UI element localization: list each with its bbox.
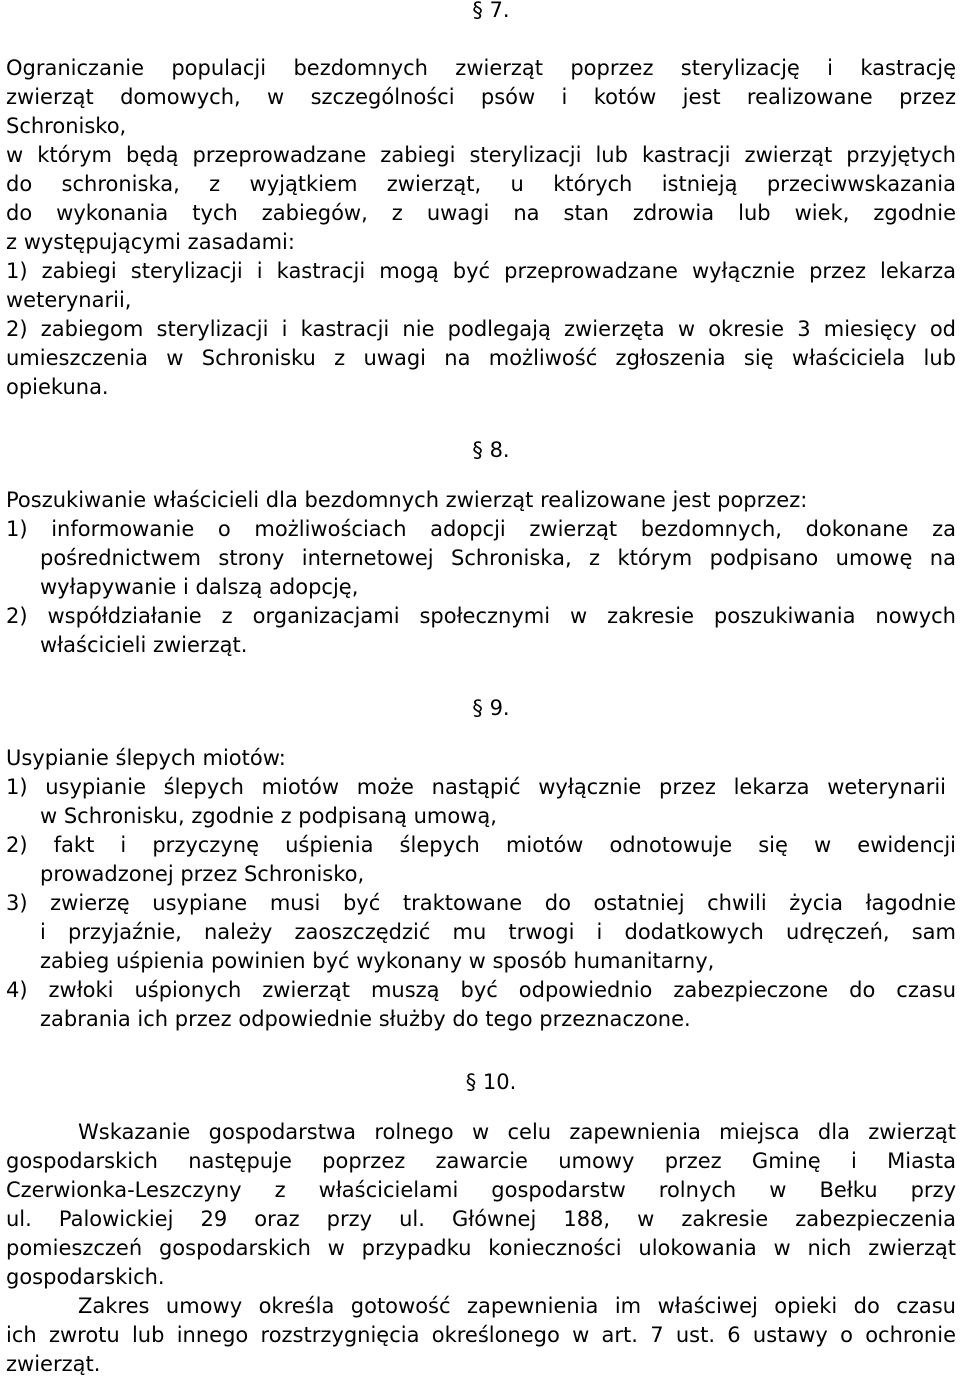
s7-list-item-2: 2) zabiegom sterylizacji i kastracji nie podlegają zwierzęta w okresie 3 miesięcy od <box>6 317 956 341</box>
section-7-title-text: § 7. <box>472 0 510 22</box>
s9-list-item-1-cont: w Schronisku, zgodnie z podpisaną umową, <box>40 804 497 828</box>
s7-line: w którym będą przeprowadzane zabiegi sterylizacji lub kastracji zwierząt przyjętych <box>6 143 956 167</box>
s10-line: ul. Palowickiej 29 oraz przy ul. Głównej 188, w zakresie zabezpieczenia <box>6 1207 956 1231</box>
s9-list-item-3-cont: i przyjaźnie, należy zaoszczędzić mu trwogi i dodatkowych udręczeń, sam <box>40 920 956 944</box>
section-10-body <box>6 1118 956 1379</box>
s10-line: zwierząt. <box>6 1352 101 1376</box>
s8-line: Poszukiwanie właścicieli dla bezdomnych zwierząt realizowane jest poprzez: <box>6 488 808 512</box>
s7-list-item-1-cont: weterynarii, <box>6 288 132 312</box>
s10-line: Czerwionka-Leszczyny z właścicielami gospodarstw rolnych w Bełku przy <box>6 1178 956 1202</box>
s8-list-item-2-cont: właścicieli zwierząt. <box>40 633 248 657</box>
s9-list-item-1: 1) usypianie ślepych miotów może nastąpić wyłącznie przez lekarza weterynarii <box>6 775 946 799</box>
s9-line: Usypianie ślepych miotów: <box>6 746 286 770</box>
section-8-title-text: § 8. <box>472 438 510 462</box>
section-8-title <box>6 436 956 465</box>
s7-list-item-2-cont: umieszczenia w Schronisku z uwagi na możliwość zgłoszenia się właściciela lub <box>6 346 956 370</box>
s10-line: Zakres umowy określa gotowość zapewnienia im właściwej opieki do czasu <box>78 1294 956 1318</box>
s7-line: do schroniska, z wyjątkiem zwierząt, u których istnieją przeciwwskazania <box>6 172 956 196</box>
section-7-title <box>6 0 956 29</box>
section-7-body <box>6 54 956 402</box>
s9-list-item-2-cont: prowadzonej przez Schronisko, <box>40 862 365 886</box>
s10-line: pomieszczeń gospodarskich w przypadku konieczności ulokowania w nich zwierząt <box>6 1236 956 1260</box>
section-9-body <box>6 744 956 1034</box>
s9-list-item-3: 3) zwierzę usypiane musi być traktowane do ostatniej chwili życia łagodnie <box>6 891 956 915</box>
section-9-title-text: § 9. <box>472 696 510 720</box>
s9-list-item-2: 2) fakt i przyczynę uśpienia ślepych miotów odnotowuje się w ewidencji <box>6 833 956 857</box>
section-10-title-text: § 10. <box>465 1070 517 1094</box>
s7-list-item-2-cont: opiekuna. <box>6 375 109 399</box>
s8-list-item-1-cont: wyłapywanie i dalszą adopcję, <box>40 575 359 599</box>
s8-list-item-2: 2) współdziałanie z organizacjami społecznymi w zakresie poszukiwania nowych <box>6 604 956 628</box>
s7-line: do wykonania tych zabiegów, z uwagi na stan zdrowia lub wiek, zgodnie <box>6 201 956 225</box>
section-8-body <box>6 486 956 660</box>
document-page <box>6 0 956 1379</box>
section-10-title <box>6 1068 956 1097</box>
s8-list-item-1: 1) informowanie o możliwościach adopcji zwierząt bezdomnych, dokonane za <box>6 517 956 541</box>
s9-list-item-3-cont: zabieg uśpienia powinien być wykonany w sposób humanitarny, <box>40 949 715 973</box>
s10-line: Wskazanie gospodarstwa rolnego w celu zapewnienia miejsca dla zwierząt <box>78 1120 956 1144</box>
s7-line: Ograniczanie populacji bezdomnych zwierząt poprzez sterylizację i kastrację <box>6 56 956 80</box>
s9-list-item-4-cont: zabrania ich przez odpowiednie służby do tego przeznaczone. <box>40 1007 691 1031</box>
s10-line: ich zwrotu lub innego rozstrzygnięcia określonego w art. 7 ust. 6 ustawy o ochronie <box>6 1323 956 1347</box>
s7-line: z występującymi zasadami: <box>6 230 295 254</box>
s7-line: Schronisko, <box>6 114 127 138</box>
s8-list-item-1-cont: pośrednictwem strony internetowej Schroniska, z którym podpisano umowę na <box>40 546 956 570</box>
s7-list-item-1: 1) zabiegi sterylizacji i kastracji mogą być przeprowadzane wyłącznie przez lekarza <box>6 259 956 283</box>
section-9-title <box>6 694 956 723</box>
s7-line: zwierząt domowych, w szczególności psów i kotów jest realizowane przez <box>6 85 956 109</box>
s10-line: gospodarskich następuje poprzez zawarcie umowy przez Gminę i Miasta <box>6 1149 956 1173</box>
s9-list-item-4: 4) zwłoki uśpionych zwierząt muszą być odpowiednio zabezpieczone do czasu <box>6 978 956 1002</box>
s10-line: gospodarskich. <box>6 1265 165 1289</box>
